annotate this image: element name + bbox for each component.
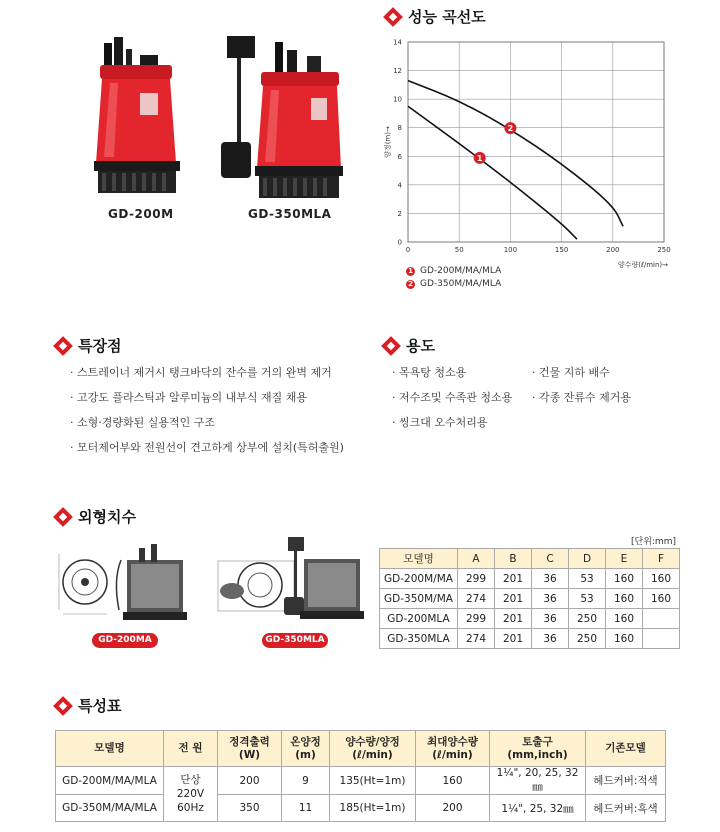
table-cell: 160	[606, 589, 643, 609]
performance-chart	[380, 30, 680, 270]
table-cell: 36	[532, 609, 569, 629]
x-tick-label: 150	[554, 246, 569, 254]
usage-item: · 각종 잔류수 제거용	[532, 389, 631, 405]
table-cell: 160	[416, 767, 490, 795]
table-row	[380, 629, 680, 649]
table-cell: 201	[495, 569, 532, 589]
table-header-cell: D	[569, 549, 606, 569]
table-header-cell: 양수량/양정 (ℓ/min)	[330, 731, 416, 767]
table-header-cell: 모델명	[380, 549, 458, 569]
table-cell: GD-350M/MA	[380, 589, 458, 609]
series-line-2	[408, 81, 623, 227]
table-cell	[643, 629, 680, 649]
table-row	[380, 569, 680, 589]
table-cell: 200	[416, 795, 490, 822]
y-tick-label: 8	[397, 124, 402, 133]
table-cell: GD-200M/MA	[380, 569, 458, 589]
table-cell-power: 단상 220V 60Hz	[164, 767, 218, 822]
series-marker-label-2: 2	[507, 124, 514, 134]
usage-item: · 씽크대 오수처리용	[392, 414, 512, 430]
x-tick-label: 50	[454, 246, 464, 254]
dimension-drawing-gd350mla	[210, 535, 370, 630]
table-cell: 160	[643, 569, 680, 589]
table-cell: 160	[606, 609, 643, 629]
table-header-cell: 모델명	[56, 731, 164, 767]
y-tick-label: 2	[397, 209, 402, 218]
table-cell: 160	[643, 589, 680, 609]
table-cell: 9	[282, 767, 330, 795]
table-cell: 1¼", 20, 25, 32㎜	[490, 767, 586, 795]
y-tick-label: 12	[393, 67, 402, 76]
series-marker-label-1: 1	[476, 153, 483, 163]
table-row	[56, 795, 666, 822]
diamond-bullet-icon	[381, 336, 401, 356]
table-cell: 250	[569, 609, 606, 629]
usage-list-col2	[532, 364, 631, 414]
product-label-left: GD-200M	[108, 207, 174, 221]
table-cell: GD-200M/MA/MLA	[56, 767, 164, 795]
table-cell: 135(Ht=1m)	[330, 767, 416, 795]
pump-gd200m-image	[88, 35, 188, 200]
table-header-cell: E	[606, 549, 643, 569]
product-label-right: GD-350MLA	[248, 207, 332, 221]
table-header-cell: C	[532, 549, 569, 569]
dimensions-unit: [단위:mm]	[631, 537, 676, 547]
table-cell: GD-350MLA	[380, 629, 458, 649]
features-list	[70, 364, 344, 464]
series-line-1	[408, 106, 577, 239]
y-tick-label: 4	[397, 181, 402, 190]
feature-item: · 고강도 플라스틱과 알루미늄의 내부식 재질 채용	[70, 389, 344, 405]
diamond-bullet-icon	[53, 336, 73, 356]
table-cell: 36	[532, 629, 569, 649]
legend-item-2	[406, 279, 501, 289]
table-cell: 201	[495, 609, 532, 629]
table-header-cell: 정격출력 (W)	[218, 731, 282, 767]
table-cell: 160	[606, 569, 643, 589]
legend-marker-2: 2	[406, 280, 415, 289]
x-tick-label: 0	[405, 246, 411, 254]
legend-label-2: GD-350M/MA/MLA	[420, 279, 502, 289]
specs-table	[55, 730, 666, 822]
x-tick-label: 200	[606, 246, 620, 254]
usage-item: · 저수조및 수족관 청소용	[392, 389, 512, 405]
drawing-label-gd200ma: GD-200MA	[92, 633, 158, 648]
table-cell: 헤드커버:적색	[586, 767, 666, 795]
table-cell: 201	[495, 589, 532, 609]
specs-title: 특성표	[56, 695, 121, 716]
table-header-cell: A	[458, 549, 495, 569]
table-cell: 11	[282, 795, 330, 822]
x-axis-label: 양수량(ℓ/min)→	[617, 261, 668, 269]
diamond-bullet-icon	[53, 696, 73, 716]
table-cell: 299	[458, 609, 495, 629]
table-cell: 274	[458, 629, 495, 649]
dimensions-table	[379, 548, 680, 649]
feature-item: · 모터제어부와 전원선이 견고하게 상부에 설치(특허출원)	[70, 439, 344, 455]
table-cell: 36	[532, 589, 569, 609]
usage-title: 용도	[384, 335, 435, 356]
table-header-row	[380, 549, 680, 569]
table-cell: GD-200MLA	[380, 609, 458, 629]
table-header-cell: 기존모델	[586, 731, 666, 767]
table-cell	[643, 609, 680, 629]
y-tick-label: 0	[397, 238, 402, 247]
drawing-label-gd350mla: GD-350MLA	[262, 633, 328, 648]
table-cell: 250	[569, 629, 606, 649]
table-cell: 53	[569, 569, 606, 589]
legend-marker-1: 1	[406, 267, 415, 276]
table-cell: 36	[532, 569, 569, 589]
table-cell: 274	[458, 589, 495, 609]
table-cell: 350	[218, 795, 282, 822]
table-header-cell: 전 원	[164, 731, 218, 767]
feature-item: · 소형·경량화된 실용적인 구조	[70, 414, 344, 430]
features-title: 특장점	[56, 335, 121, 356]
y-tick-label: 6	[397, 152, 402, 161]
usage-item: · 건물 지하 배수	[532, 364, 631, 380]
table-cell: 160	[606, 629, 643, 649]
dimension-drawing-gd200ma	[55, 540, 195, 630]
table-header-cell: F	[643, 549, 680, 569]
pump-gd350mla-image	[215, 32, 345, 202]
chart-frame	[408, 42, 664, 242]
table-cell: 201	[495, 629, 532, 649]
legend-label-1: GD-200M/MA/MLA	[420, 266, 502, 276]
diamond-bullet-icon	[383, 7, 403, 27]
legend-item-1	[406, 266, 501, 276]
table-cell: 185(Ht=1m)	[330, 795, 416, 822]
diamond-bullet-icon	[53, 507, 73, 527]
x-tick-label: 100	[503, 246, 518, 254]
y-tick-label: 10	[393, 95, 402, 104]
table-header-cell: B	[495, 549, 532, 569]
performance-title: 성능 곡선도	[386, 6, 486, 27]
table-row	[56, 767, 666, 795]
table-cell: 53	[569, 589, 606, 609]
table-header-row	[56, 731, 666, 767]
table-cell: 200	[218, 767, 282, 795]
usage-item: · 목욕탕 청소용	[392, 364, 512, 380]
table-header-cell: 토출구 (mm,inch)	[490, 731, 586, 767]
y-tick-label: 14	[393, 38, 402, 47]
feature-item: · 스트레이너 제거시 탱크바닥의 잔수를 거의 완벽 제거	[70, 364, 344, 380]
table-cell: 299	[458, 569, 495, 589]
y-axis-label: 양정(m)→	[384, 126, 392, 158]
table-row	[380, 609, 680, 629]
table-header-cell: 최대양수량 (ℓ/min)	[416, 731, 490, 767]
table-cell: 1¼", 25, 32㎜	[490, 795, 586, 822]
table-row	[380, 589, 680, 609]
table-cell: 헤드커버:흑색	[586, 795, 666, 822]
x-tick-label: 250	[657, 246, 671, 254]
table-header-cell: 온양정 (m)	[282, 731, 330, 767]
table-cell: GD-350M/MA/MLA	[56, 795, 164, 822]
usage-list-col1	[392, 364, 512, 439]
dimensions-title: 외형치수	[56, 506, 136, 527]
